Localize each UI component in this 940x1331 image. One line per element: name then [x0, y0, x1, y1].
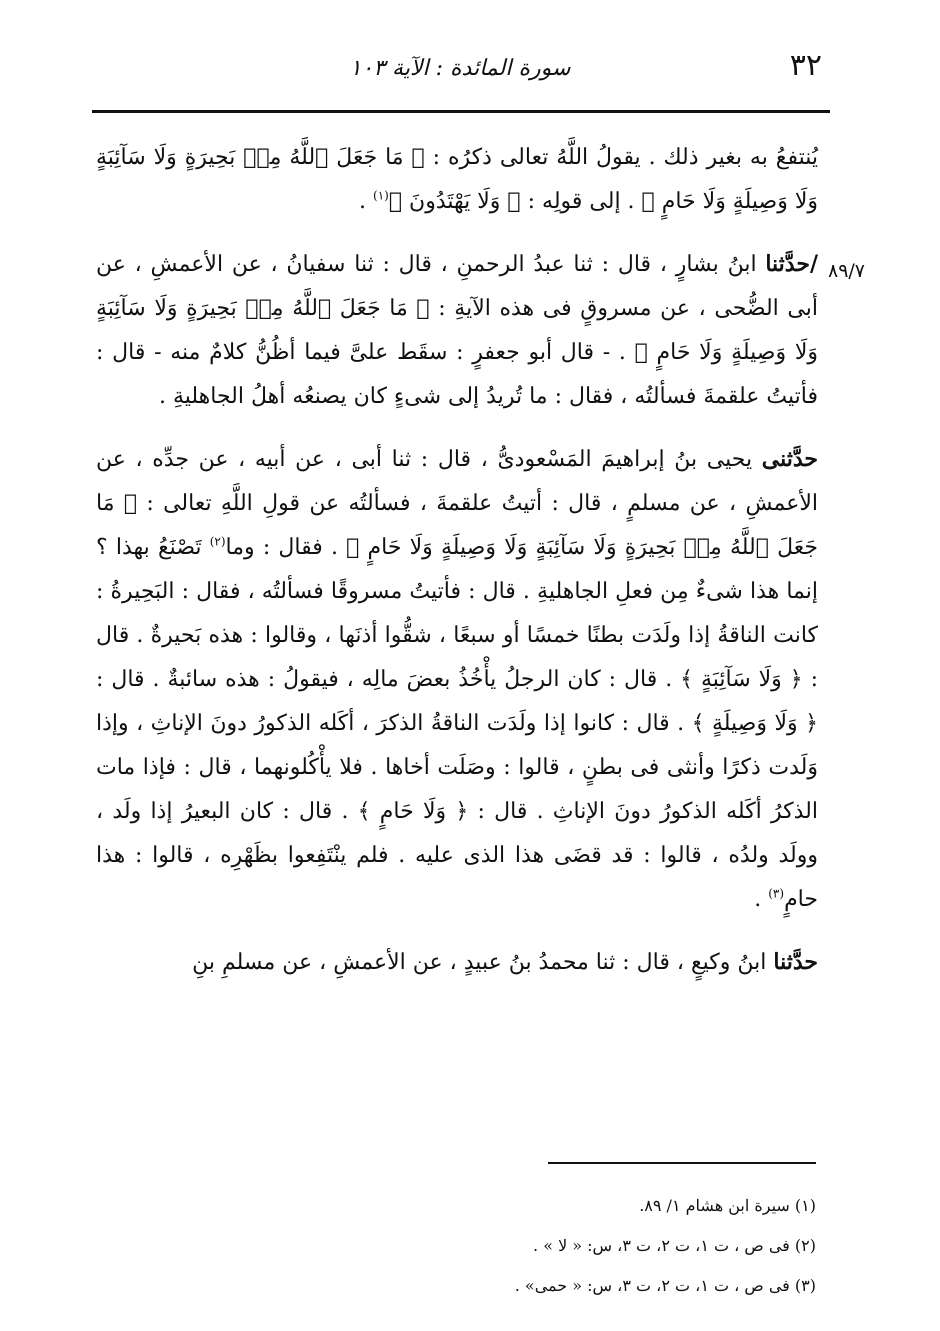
header-rule: [92, 110, 830, 113]
footnote-2: (٢) فى ص ، ت ١، ت ٢، ت ٣، س: « لا » .: [533, 1236, 816, 1255]
footnotes: [380, 1186, 816, 1306]
footnote-3: (٣) فى ص ، ت ١، ت ٢، ت ٣، س: « حمى» .: [514, 1276, 816, 1295]
footnote-marker-1: (١): [373, 188, 389, 203]
page-number: ٣٢: [789, 48, 822, 83]
paragraph-3-lead: حدَّثنى: [761, 446, 818, 472]
paragraph-4-lead: حدَّثنا: [773, 949, 818, 975]
paragraph-4-text: ابنُ وكيعٍ ، قال : ثنا محمدُ بنُ عبيدٍ ، عن الأعمشِ ، عن مسلمِ بنِ: [192, 950, 774, 975]
paragraph-3-tail: تَصْنَعُ بهذا ؟ إنما هذا شىءٌ مِن فعلِ الجاهليةِ . قال : فأتيتُ مسروقًا فسألتُه ، فقال : البَحِيرةُ : كانت الناقةُ إذا ولَدَت بطنًا خمسًا أو سبعًا ، شقُّوا أذنَها ، وقالوا : هذه بَحيرةٌ . قال : ﴿ وَلَا سَآئِبَةٍ ﴾ . قال : كان الرجلُ يأْخُذُ بعضَ مالِه ، فيقولُ : هذه سائبةٌ . قال : ﴿ وَلَا وَصِيلَةٍ ﴾ . قال : كانوا إذا ولَدَت الناقةُ الذكرَ ، أكَله الذكورُ دونَ الإناثِ ، وإذا وَلَدت ذكرًا وأنثى فى بطنٍ ، قالوا : وصَلَت أخاها . فلا يأْكُلونهما ، قال : فإذا مات الذكرُ أكَله الذكورُ دونَ الإناثِ . قال : ﴿ وَلَا حَامٍ ﴾ . قال : كان البعيرُ إذا ولَد ، وولَد ولدُه ، قالوا : قد قضَى هذا الذى عليه . فلم ينْتَفِعوا بظَهْرِه ، قالوا : هذا حامٍ: [96, 535, 819, 912]
main-text: [96, 136, 818, 1003]
paragraph-1-text: يُنتفعُ به بغير ذلك . يقولُ اللَّهُ تعالى ذكرُه : ﴿ مَا جَعَلَ ٱللَّهُ مِنۢ بَحِيرَةٍ وَلَا سَآئِبَةٍ وَلَا وَصِيلَةٍ وَلَا حَامٍ ﴾ . إلى قولِه : ﴿ وَلَا يَهْتَدُونَ ﴾: [96, 145, 818, 214]
footnote-marker-3: (٣): [768, 886, 785, 901]
paragraph-2-lead: /حدَّثنا: [765, 251, 818, 277]
paragraph-2: [96, 242, 818, 419]
paragraph-1: [96, 136, 818, 224]
paragraph-3-end: .: [754, 887, 769, 912]
paragraph-2-text: ابنُ بشارٍ ، قال : ثنا عبدُ الرحمنِ ، قال : ثنا سفيانُ ، عن الأعمشِ ، عن أبى الضُّحى ، عن مسروقٍ فى هذه الآيةِ : ﴿ مَا جَعَلَ ٱللَّهُ مِنۢ بَحِيرَةٍ وَلَا سَآئِبَةٍ وَلَا وَصِيلَةٍ وَلَا حَامٍ ﴾ . - قال أبو جعفرٍ : سقَط علىَّ فيما أظُنُّ كلامٌ منه - قال : فأتيتُ علقمةَ فسألتُه ، فقال : ما تُريدُ إلى شىءٍ كان يصنعُه أهلُ الجاهليةِ .: [96, 252, 818, 409]
paragraph-1-tail: .: [359, 189, 374, 214]
footnote-rule: [548, 1162, 816, 1164]
paragraph-3-text: يحيى بنُ إبراهيمَ المَسْعودىُّ ، قال : ثنا أبى ، عن أبيه ، عن جدِّه ، عن الأعمشِ ، عن مسلمٍ ، قال : أتيتُ علقمةَ ، فسألتُه عن قولِ اللَّهِ تعالى : ﴿ مَا جَعَلَ ٱللَّهُ مِنۢ بَحِيرَةٍ وَلَا سَآئِبَةٍ وَلَا وَصِيلَةٍ وَلَا حَامٍ ﴾ . فقال : وما: [96, 447, 818, 560]
margin-volume-page-reference: ٨٩/٧: [828, 260, 866, 282]
paragraph-3: [96, 437, 818, 922]
footnote-1: (١) سيرة ابن هشام ١/ ٨٩.: [639, 1196, 816, 1215]
running-header-title: سورة المائدة : الآية ١٠٣: [349, 56, 571, 81]
footnote-marker-2: (٢): [209, 534, 226, 549]
paragraph-4: [96, 940, 818, 985]
